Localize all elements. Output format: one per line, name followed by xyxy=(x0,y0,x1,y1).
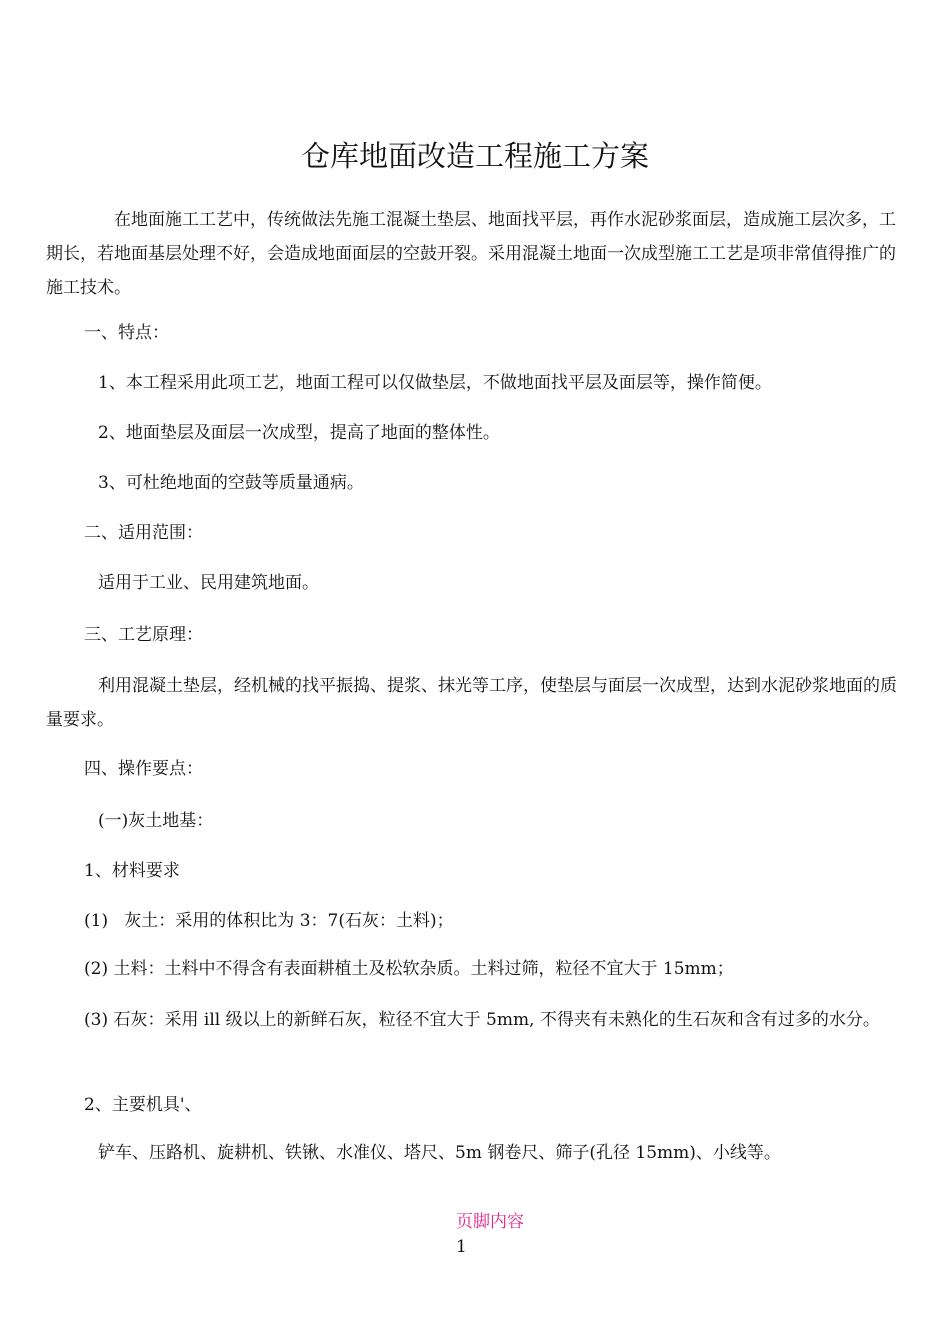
feature-item-2: 2、地面垫层及面层一次成型，提高了地面的整体性。 xyxy=(98,423,500,443)
intro-paragraph: 在地面施工工艺中，传统做法先施工混凝土垫层、地面找平层，再作水泥砂浆面层，造成施工层次多，工期长，若地面基层处理不好，会造成地面面层的空鼓开裂。采用混凝土地面一次成型施工工艺是项非常值得推广的施工技术。 xyxy=(46,210,896,298)
feature-item-3: 3、可杜绝地面的空鼓等质量通病。 xyxy=(98,473,364,493)
material-item-2: (2) 土料：土料中不得含有表面耕植土及松软杂质。土料过筛，粒径不宜大于 15mm； xyxy=(84,959,734,979)
footer-label: 页脚内容 xyxy=(456,1212,524,1232)
tools-heading: 2、主要机具'、 xyxy=(84,1095,202,1115)
material-item-3: (3) 石灰：采用 ill 级以上的新鲜石灰，粒径不宜大于 5mm, 不得夹有未熟化的生石灰和含有过多的水分。 xyxy=(84,1010,880,1030)
material-item-1: (1) 灰土：采用的体积比为 3：7(石灰：土料)； xyxy=(84,911,454,931)
section-heading-features: 一、特点： xyxy=(84,323,169,343)
document-title: 仓库地面改造工程施工方案 xyxy=(300,139,649,173)
section-heading-principle: 三、工艺原理： xyxy=(84,625,203,645)
principle-paragraph: 利用混凝土垫层，经机械的找平振捣、提浆、抹光等工序，使垫层与面层一次成型，达到水泥砂浆地面的质量要求。 xyxy=(46,676,897,730)
feature-item-1: 1、本工程采用此项工艺，地面工程可以仅做垫层，不做地面找平层及面层等，操作简便。 xyxy=(98,373,772,393)
page-footer xyxy=(456,1210,526,1260)
materials-heading: 1、材料要求 xyxy=(84,861,180,881)
section-heading-operation: 四、操作要点： xyxy=(84,759,203,779)
page-number: 1 xyxy=(456,1237,467,1257)
tools-text: 铲车、压路机、旋耕机、铁锹、水准仪、塔尺、5m 钢卷尺、筛子(孔径 15mm)、小线等。 xyxy=(98,1143,781,1163)
scope-text: 适用于工业、民用建筑地面。 xyxy=(98,573,319,593)
section-heading-scope: 二、适用范围： xyxy=(84,523,203,543)
subsection-lime-soil: (一)灰土地基： xyxy=(98,811,214,831)
